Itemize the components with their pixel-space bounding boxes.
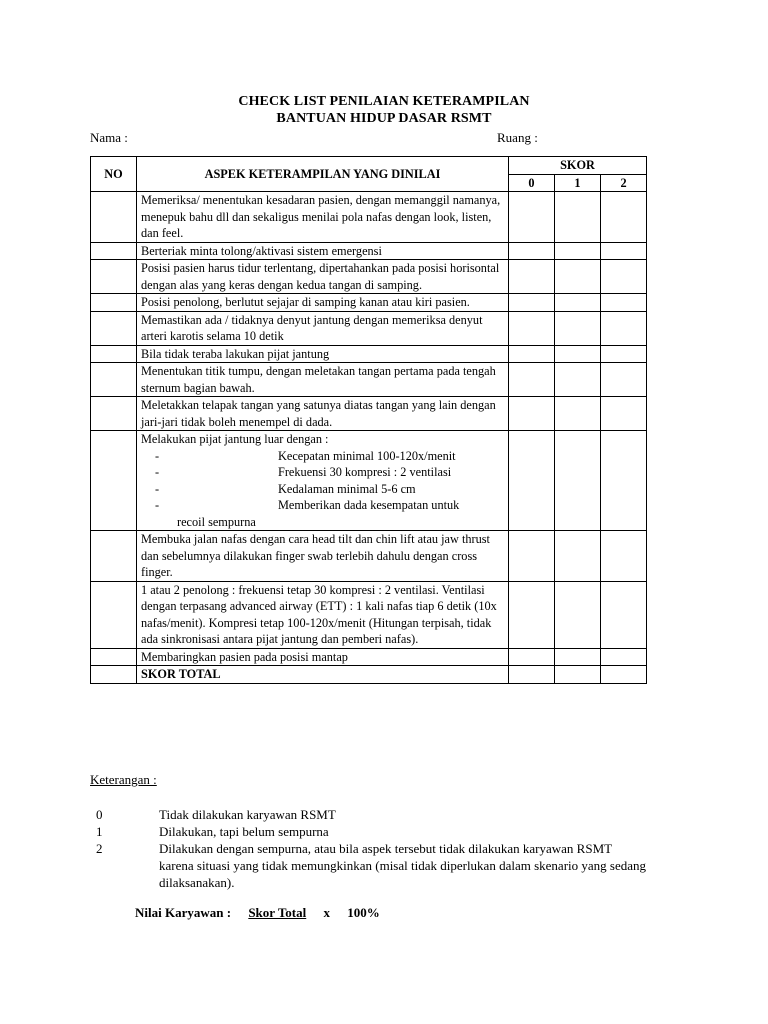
table-row [91, 581, 647, 648]
aspek-cell [137, 192, 509, 243]
skor-cell-2[interactable] [601, 260, 647, 294]
skor-cell-0[interactable] [509, 531, 555, 582]
skor-cell-0[interactable] [509, 363, 555, 397]
dash-marker: - [155, 448, 160, 463]
skor-cell-2[interactable] [601, 648, 647, 666]
aspek-cell [137, 363, 509, 397]
dash-marker: - [155, 465, 160, 479]
row-no-cell [91, 294, 137, 312]
skor-cell-0[interactable] [509, 192, 555, 243]
aspek-sub-item [141, 448, 504, 465]
row-no-cell [91, 345, 137, 363]
skor-cell-1[interactable] [555, 294, 601, 312]
nama-label: Nama : [90, 130, 128, 145]
header-skor-0: 0 [509, 174, 555, 192]
row-no-cell [91, 260, 137, 294]
skor-cell-2[interactable] [601, 531, 647, 582]
aspek-cell [137, 345, 509, 363]
legend-desc: Dilakukan, tapi belum sempurna [159, 824, 329, 839]
aspek-cell [137, 294, 509, 312]
total-skor-cell-0[interactable] [509, 666, 555, 684]
aspek-text: 1 atau 2 penolong : frekuensi tetap 30 kompresi : 2 ventilasi. Ventilasi dengan terpasang advanced airway (ETT) : 1 kali nafas tiap 6 detik (10x nafas/menit). Kompresi tetap 100-120x/menit (Hitungan terpisah, tidak ada sinkronisasi antara pijat jantung dan pemberi nafas). [141, 582, 497, 646]
skor-cell-0[interactable] [509, 294, 555, 312]
table-row [91, 311, 647, 345]
row-no-cell [91, 363, 137, 397]
header-no: NO [91, 157, 137, 192]
legend-key: 2 [96, 841, 103, 856]
header-skor: SKOR [509, 157, 647, 175]
skor-cell-0[interactable] [509, 431, 555, 531]
header-skor-1: 1 [555, 174, 601, 192]
aspek-sub-item [141, 464, 504, 481]
aspek-sub-continuation: recoil sempurna [177, 514, 256, 529]
row-no-cell [91, 397, 137, 431]
legend-desc: Dilakukan dengan sempurna, atau bila aspek tersebut tidak dilakukan karyawan RSMT karena situasi yang tidak memungkinkan (misal tidak diperlukan dalam skenario yang sedang dilaksanakan). [159, 841, 647, 890]
aspek-cell [137, 431, 509, 531]
aspek-text: Meletakkan telapak tangan yang satunya diatas tangan yang lain dengan jari-jari tidak boleh menempel di dada. [141, 398, 496, 429]
table-row [91, 294, 647, 312]
row-no-cell [91, 531, 137, 582]
row-no-cell [91, 242, 137, 260]
aspek-cell [137, 648, 509, 666]
skor-cell-2[interactable] [601, 294, 647, 312]
aspek-cell [137, 581, 509, 648]
table-row [91, 345, 647, 363]
header-aspek: ASPEK KETERAMPILAN YANG DINILAI [137, 157, 509, 192]
aspek-text: Memeriksa/ menentukan kesadaran pasien, dengan memanggil namanya, menepuk bahu dll dan sekaligus menilai pola nafas dengan look, listen, dan feel. [141, 193, 501, 240]
aspek-text: Membuka jalan nafas dengan cara head tilt dan chin lift atau jaw thrust dan sebelumnya dilakukan finger swab terlebih dahulu dengan cross finger. [141, 532, 490, 579]
keterangan-label: Keterangan : [90, 772, 157, 787]
skor-cell-0[interactable] [509, 581, 555, 648]
aspek-text: Memastikan ada / tidaknya denyut jantung dengan memeriksa denyut arteri karotis selama 10 detik [141, 312, 483, 343]
nilai-operator: x [323, 905, 330, 920]
skor-cell-0[interactable] [509, 648, 555, 666]
skor-cell-1[interactable] [555, 345, 601, 363]
table-row [91, 363, 647, 397]
aspek-text: Posisi penolong, berlutut sejajar di samping kanan atau kiri pasien. [141, 295, 470, 309]
legend-item [96, 840, 646, 891]
row-no-cell [91, 431, 137, 531]
aspek-text: Berteriak minta tolong/aktivasi sistem emergensi [141, 243, 382, 258]
nilai-label: Nilai Karyawan : [135, 905, 232, 920]
aspek-text: Membaringkan pasien pada posisi mantap [141, 649, 348, 664]
skor-cell-0[interactable] [509, 397, 555, 431]
skor-cell-1[interactable] [555, 431, 601, 531]
aspek-sub-text: Frekuensi 30 kompresi : 2 ventilasi [278, 465, 452, 479]
skor-cell-1[interactable] [555, 397, 601, 431]
row-no-cell [91, 581, 137, 648]
ruang-label: Ruang : [497, 130, 538, 145]
skor-cell-1[interactable] [555, 531, 601, 582]
total-no-cell [91, 666, 137, 684]
row-no-cell [91, 648, 137, 666]
aspek-cell [137, 531, 509, 582]
aspek-text: Posisi pasien harus tidur terlentang, dipertahankan pada posisi horisontal dengan alas yang keras dengan kedua tangan di samping. [141, 261, 500, 292]
aspek-cell [137, 397, 509, 431]
table-row [91, 242, 647, 260]
aspek-text: Menentukan titik tumpu, dengan meletakan tangan pertama pada tengah sternum bagian bawah. [141, 364, 496, 395]
skor-cell-1[interactable] [555, 581, 601, 648]
aspek-sub-text: Kedalaman minimal 5-6 cm [278, 481, 416, 496]
aspek-cell [137, 242, 509, 260]
skor-cell-2[interactable] [601, 242, 647, 260]
nilai-percent: 100% [347, 905, 380, 920]
header-skor-2: 2 [601, 174, 647, 192]
skor-cell-2[interactable] [601, 581, 647, 648]
legend-item [96, 823, 646, 840]
table-row [91, 192, 647, 243]
aspek-sub-item [141, 497, 504, 514]
skor-cell-2[interactable] [601, 345, 647, 363]
table-row [91, 648, 647, 666]
dash-marker: - [155, 481, 160, 496]
skor-cell-1[interactable] [555, 260, 601, 294]
skor-cell-0[interactable] [509, 242, 555, 260]
total-label: SKOR TOTAL [137, 666, 509, 684]
aspek-sub-item [141, 481, 504, 498]
skor-cell-1[interactable] [555, 242, 601, 260]
total-skor-cell-1[interactable] [555, 666, 601, 684]
document-title-line1: CHECK LIST PENILAIAN KETERAMPILAN [238, 94, 530, 109]
row-no-cell [91, 311, 137, 345]
skor-cell-1[interactable] [555, 648, 601, 666]
aspek-text: Bila tidak teraba lakukan pijat jantung [141, 346, 330, 361]
legend-desc: Tidak dilakukan karyawan RSMT [159, 807, 336, 822]
total-row [91, 666, 647, 684]
aspek-sub-text: Memberikan dada kesempatan untuk [278, 498, 460, 512]
checklist-rows [91, 192, 647, 684]
keterangan-legend [96, 806, 646, 891]
skor-cell-1[interactable] [555, 311, 601, 345]
skor-cell-0[interactable] [509, 260, 555, 294]
legend-key: 1 [96, 824, 103, 839]
aspek-cell [137, 260, 509, 294]
table-row [91, 531, 647, 582]
legend-item [96, 806, 646, 823]
skor-cell-2[interactable] [601, 397, 647, 431]
skor-cell-2[interactable] [601, 363, 647, 397]
aspek-sub-text: Kecepatan minimal 100-120x/menit [278, 448, 456, 463]
dash-marker: - [155, 498, 160, 512]
row-no-cell [91, 192, 137, 243]
total-skor-cell-2[interactable] [601, 666, 647, 684]
nilai-skor-total: Skor Total [248, 905, 307, 920]
table-row [91, 260, 647, 294]
checklist-table [90, 156, 647, 684]
document-title-line2: BANTUAN HIDUP DASAR RSMT [276, 111, 492, 126]
skor-cell-0[interactable] [509, 311, 555, 345]
table-row [91, 397, 647, 431]
skor-cell-1[interactable] [555, 192, 601, 243]
aspek-cell [137, 311, 509, 345]
skor-cell-2[interactable] [601, 311, 647, 345]
skor-cell-2[interactable] [601, 431, 647, 531]
skor-cell-1[interactable] [555, 363, 601, 397]
legend-key: 0 [96, 807, 103, 822]
skor-cell-0[interactable] [509, 345, 555, 363]
aspek-text: Melakukan pijat jantung luar dengan : [141, 432, 329, 446]
nilai-karyawan-formula [135, 905, 380, 921]
skor-cell-2[interactable] [601, 192, 647, 243]
table-row [91, 431, 647, 531]
